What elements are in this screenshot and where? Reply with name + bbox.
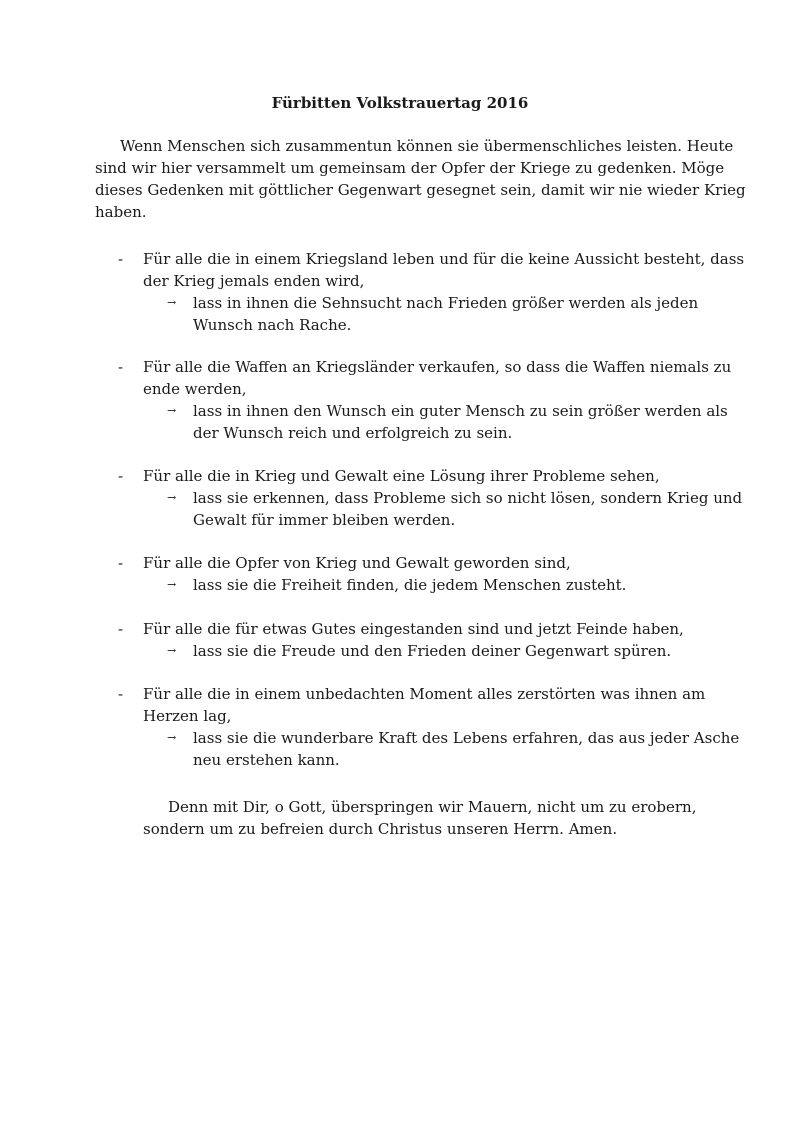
- arrow-icon: →: [167, 404, 177, 417]
- petition-text: [143, 552, 723, 574]
- petition-line: Herzen lag,: [143, 707, 232, 725]
- petition-text: [143, 356, 732, 400]
- response-line: lass in ihnen die Sehnsucht nach Frieden größer werden als jeden: [193, 294, 699, 312]
- response-line: lass sie die wunderbare Kraft des Lebens erfahren, das aus jeder Asche: [193, 729, 740, 747]
- petition-line: Für alle die für etwas Gutes eingestanden sind und jetzt Feinde haben,: [143, 620, 684, 638]
- intro-line: Wenn Menschen sich zusammentun können sie übermenschliches leisten. Heute: [120, 137, 734, 155]
- response-line: lass sie erkennen, dass Probleme sich so nicht lösen, sondern Krieg und: [193, 489, 743, 507]
- intro-line: dieses Gedenken mit göttlicher Gegenwart gesegnet sein, damit wir nie wieder Krieg: [95, 181, 746, 199]
- bullet-dash: -: [118, 685, 124, 703]
- petition-response: [193, 727, 740, 771]
- response-line: Gewalt für immer bleiben werden.: [193, 511, 456, 529]
- closing-line: sondern um zu befreien durch Christus unseren Herrn. Amen.: [143, 820, 618, 838]
- response-line: der Wunsch reich und erfolgreich zu sein.: [193, 424, 513, 442]
- arrow-icon: →: [167, 644, 177, 657]
- petition-response: [193, 640, 723, 662]
- petition-text: [143, 465, 723, 487]
- petition-line: der Krieg jemals enden wird,: [143, 272, 365, 290]
- petition-response: [193, 400, 728, 444]
- intro-line: haben.: [95, 203, 147, 221]
- response-line: Wunsch nach Rache.: [193, 316, 352, 334]
- petition-line: ende werden,: [143, 380, 247, 398]
- petition-line: Für alle die Waffen an Kriegsländer verkaufen, so dass die Waffen niemals zu: [143, 358, 732, 376]
- petition-line: Für alle die in Krieg und Gewalt eine Lösung ihrer Probleme sehen,: [143, 467, 660, 485]
- petition-text: [143, 248, 745, 292]
- petition-response: [193, 487, 743, 531]
- petition-line: Für alle die in einem unbedachten Moment alles zerstörten was ihnen am: [143, 685, 706, 703]
- arrow-icon: →: [167, 578, 177, 591]
- bullet-dash: -: [118, 620, 124, 638]
- bullet-dash: -: [118, 554, 124, 572]
- document-title: Fürbitten Volkstrauertag 2016: [271, 94, 529, 112]
- petition-response: [193, 574, 723, 596]
- response-line: lass in ihnen den Wunsch ein guter Mensch zu sein größer werden als: [193, 402, 728, 420]
- arrow-icon: →: [167, 296, 177, 309]
- closing-prayer: [143, 796, 723, 840]
- closing-line: Denn mit Dir, o Gott, überspringen wir Mauern, nicht um zu erobern,: [168, 798, 697, 816]
- petition-text: [143, 683, 723, 727]
- arrow-icon: →: [167, 731, 177, 744]
- petition-line: Für alle die in einem Kriegsland leben und für die keine Aussicht besteht, dass: [143, 250, 745, 268]
- response-line: neu erstehen kann.: [193, 751, 340, 769]
- intro-paragraph: [95, 135, 746, 223]
- petition-response: [193, 292, 723, 336]
- response-line: lass sie die Freude und den Frieden deiner Gegenwart spüren.: [193, 642, 672, 660]
- bullet-dash: -: [118, 358, 124, 376]
- petition-text: [143, 618, 723, 640]
- petition-line: Für alle die Opfer von Krieg und Gewalt geworden sind,: [143, 554, 571, 572]
- bullet-dash: -: [118, 467, 124, 485]
- intro-line: sind wir hier versammelt um gemeinsam der Opfer der Kriege zu gedenken. Möge: [95, 159, 725, 177]
- response-line: lass sie die Freiheit finden, die jedem Menschen zusteht.: [193, 576, 627, 594]
- bullet-dash: -: [118, 250, 124, 268]
- arrow-icon: →: [167, 491, 177, 504]
